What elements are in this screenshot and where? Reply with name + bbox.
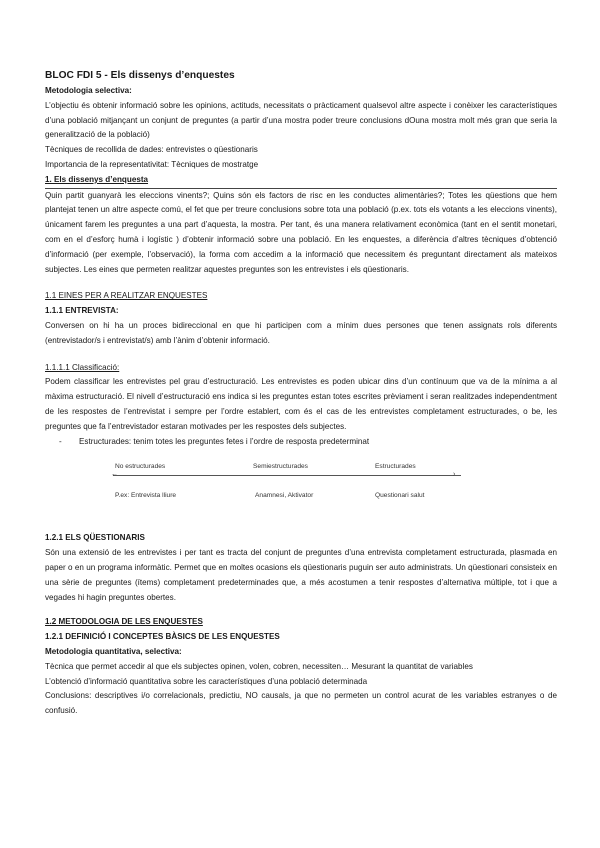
spacer xyxy=(45,605,557,615)
intro-importancia: Importancia de la representativitat: Tècniques de mostratge xyxy=(45,159,259,169)
section-1-1-1-1-heading: 1.1.1.1 Classificació: xyxy=(45,362,120,372)
section-1-2-line-2: L’obtenció d’informació quantitativa sobre les característiques d’una població determinada xyxy=(45,676,368,686)
arrow-left-icon: ← xyxy=(111,471,118,479)
section-1-2-metodologia: Metodologia quantitativa, selectiva: xyxy=(45,646,182,656)
section-1-1-1-1-body: Podem classificar les entrevistes pel grau d’estructuració. Les entrevistes es poden ubicar dins d’un contínuum que va de la mínima a al màxima estructuració. El nivell d’estructuració ens indica si les preguntes estan totes escrites prèviament i seran realitzades independentment de les respostes de l’entrevistat i sempre per l’ordre establert, com és el cas de les entrevistes completament estructurades, o be, les preguntes que fa l’entrevistador estaran motivades per les respostes dels subjectes. xyxy=(45,377,557,431)
document-title: BLOC FDI 5 - Els dissenys d’enquestes xyxy=(45,70,235,81)
scale-label-left: No estructurades xyxy=(115,463,166,471)
structuration-scale xyxy=(45,449,557,531)
section-1-body: Quin partit guanyarà les eleccions vinents?; Quins són els factors de risc en les conductes alimentàries?; Totes les qüestions que hem plantejat tenen un altre aspecte comú, el fet que per treure conclusions sobre tota una població (p.ex. tots els votants a les eleccions vinents), únicament farem les preguntes a una part d’aquesta, la mostra. Per tant, és una manera relativament econòmica (tant en el sentit monetari, com en el d’esforç humà i logístic ) d’obtenir informació sobre una població. En les enquestes, a diferència d’altres tècniques d’obtenció d’informació (per exemple, l’observació), la forma com accedim a la informació que necessitem és preguntant directament als mateixos subjectes. Les eines que permeten realitzar aquestes preguntes son les entrevistes i els qüestionaris. xyxy=(45,190,557,274)
section-1-1-1-body: Conversen on hi ha un proces bidireccional en que hi participen com a mínim dues persones que tenen assignats rols diferents (entrevistador/s i entrevistat/s) amb l’ànim d’obtenir informació. xyxy=(45,320,557,345)
section-1-2-1-questionaris-body: Són una extensió de les entrevistes i per tant es tracta del conjunt de preguntes d’una entrevista completament estructurada, plasmada en paper o en un programa informàtic. Permet que en moltes ocasions els qüestionaris puguin ser auto administrats. Un qüestionari consisteix en una sèrie de preguntes (ítems) completament predeterminades que, a més acostumen a tenir respostes d’alternativa múltiple, tot i que a vegades hi hagin preguntes obertes. xyxy=(45,548,557,602)
scale-example-right: Questionari salut xyxy=(375,492,425,500)
bullet-text: Estructurades: tenim totes les preguntes fetes i l’ordre de resposta predeterminat xyxy=(79,436,370,446)
section-1-2-1-questionaris-heading: 1.2.1 ELS QÜESTIONARIS xyxy=(45,533,145,543)
spacer xyxy=(45,349,557,361)
bullet-item xyxy=(45,435,557,450)
bullet-dash: - xyxy=(59,436,62,446)
scale-label-middle: Semiestructurades xyxy=(253,463,308,471)
document-page xyxy=(45,68,557,719)
scale-example-left: P.ex: Entrevista lliure xyxy=(115,492,177,500)
section-1-2-1-heading: 1.2.1 DEFINICIÓ I CONCEPTES BÀSICS DE LES ENQUESTES xyxy=(45,632,280,642)
section-1-1-1-heading: 1.1.1 ENTREVISTA: xyxy=(45,306,119,316)
section-1-2-heading: 1.2 METODOLOGIA DE LES ENQUESTES xyxy=(45,617,203,627)
section-1-heading-rule xyxy=(45,173,557,189)
scale-line xyxy=(113,475,461,476)
arrow-right-icon: › xyxy=(453,471,456,479)
intro-tecniques: Tècniques de recollida de dades: entrevistes o qüestionaris xyxy=(45,145,258,155)
section-1-1-heading: 1.1 EINES PER A REALITZAR ENQUESTES xyxy=(45,291,208,301)
section-1-2-line-1: Tècnica que permet accedir al que els subjectes opinen, volen, cobren, necessiten… Mesurant la quantitat de variables xyxy=(45,661,473,671)
scale-example-middle: Anamnesi, Aktivator xyxy=(255,492,314,500)
scale-label-right: Estructurades xyxy=(375,463,416,471)
intro-objectiu: L’objectiu és obtenir informació sobre les opinions, actituds, necessitats o pràcticament qualsevol altre aspecte i conèixer les característiques d’una població mitjançant un conjunt de preguntes (a partir d’una mostra poder treure conclusions dOuna mostra molt més gran que seria la generalització de la població) xyxy=(45,100,557,140)
spacer xyxy=(45,277,557,289)
intro-metodologia: Metodologia selectiva: xyxy=(45,86,132,95)
section-1-heading: 1. Els dissenys d’enquesta xyxy=(45,174,149,184)
section-1-2-line-3: Conclusions: descriptives i/o correlacionals, predictiu, NO causals, ja que no permeten un control acurat de les variables estranyes o de confusió. xyxy=(45,691,557,716)
